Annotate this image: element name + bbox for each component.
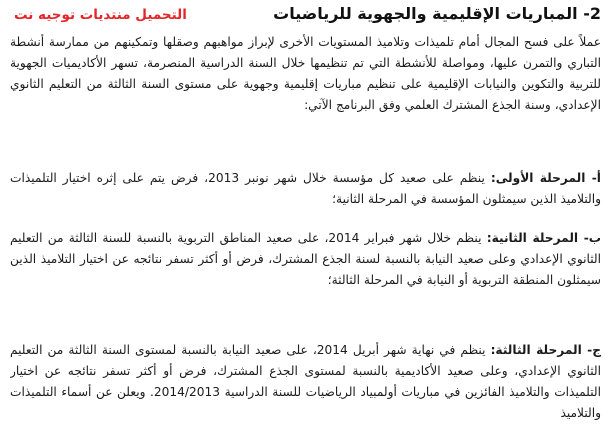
phase-2-paragraph bbox=[10, 228, 601, 326]
phase-1-label: أ- المرحلة الأولى: bbox=[490, 171, 601, 185]
phase-1-text: ينظم على صعيد كل مؤسسة خلال شهر نونبر 2013، فرض يتم على إثره اختيار التلميذات والتلاميذ الذين سيمثلون المؤسسة في المرحلة الثانية؛ bbox=[10, 171, 601, 206]
heading-row bbox=[6, 4, 601, 30]
phase-3-paragraph bbox=[10, 340, 601, 443]
section-heading: 2- المباريات الإقليمية والجهوية للرياضيات bbox=[273, 4, 601, 23]
phase-2-text: ينظم خلال شهر فبراير 2014، على صعيد المناطق التربوية بالنسبة للسنة الثالثة من التعليم الثانوي الإعدادي وعلى صعيد النيابة بالنسبة لسنة الجذع المشترك، فرض أو أكثر تسفر نتائجه عن اختيار التلاميذ الذين سيمثلون المنطقة التربوية أو النيابة في المرحلة الثالثة؛ bbox=[10, 231, 601, 287]
phase-1-paragraph bbox=[10, 168, 601, 212]
watermark-text: التحميل منتديات توجيه نت bbox=[14, 7, 187, 23]
intro-paragraph: عملاً على فسح المجال أمام تلميذات وتلاميذ المستويات الأخرى لإبراز مواهبهم وصقلها وتمكينهم من ممارسة أنشطة التباري والتمرن عليها، ومواصلة للأنشطة التي تم تنظيمها خلال السنة الدراسية المنصرمة، تسهر الأكاديميات الجهوية للتربية والتكوين والنيابات الإقليمية على تنظيم مباريات إقليمية وجهوية على مستوى السنة الثالثة من التعليم الثانوي الإعدادي، وسنة الجذع المشترك العلمي وفق البرنامج الآتي: bbox=[10, 35, 601, 112]
phase-3-label: ج- المرحلة الثالثة: bbox=[490, 343, 601, 357]
phase-2-label: ب- المرحلة الثانية: bbox=[486, 231, 601, 245]
phase-3-text: ينظم في نهاية شهر أبريل 2014، على صعيد النيابة بالنسبة لمستوى السنة الثالثة من التعليم الثانوي الإعدادي، وعلى صعيد الأكاديمية بالنسبة لمستوى الجذع المشترك، فرض أو أكثر تسفر نتائجه عن اختيار التلميذات والتلاميذ الفائزين في مباريات أولمبياد الرياضيات للسنة الدراسية 2014/2013. ويعلن عن أسماء التلميذات والتلاميذ bbox=[10, 343, 601, 420]
